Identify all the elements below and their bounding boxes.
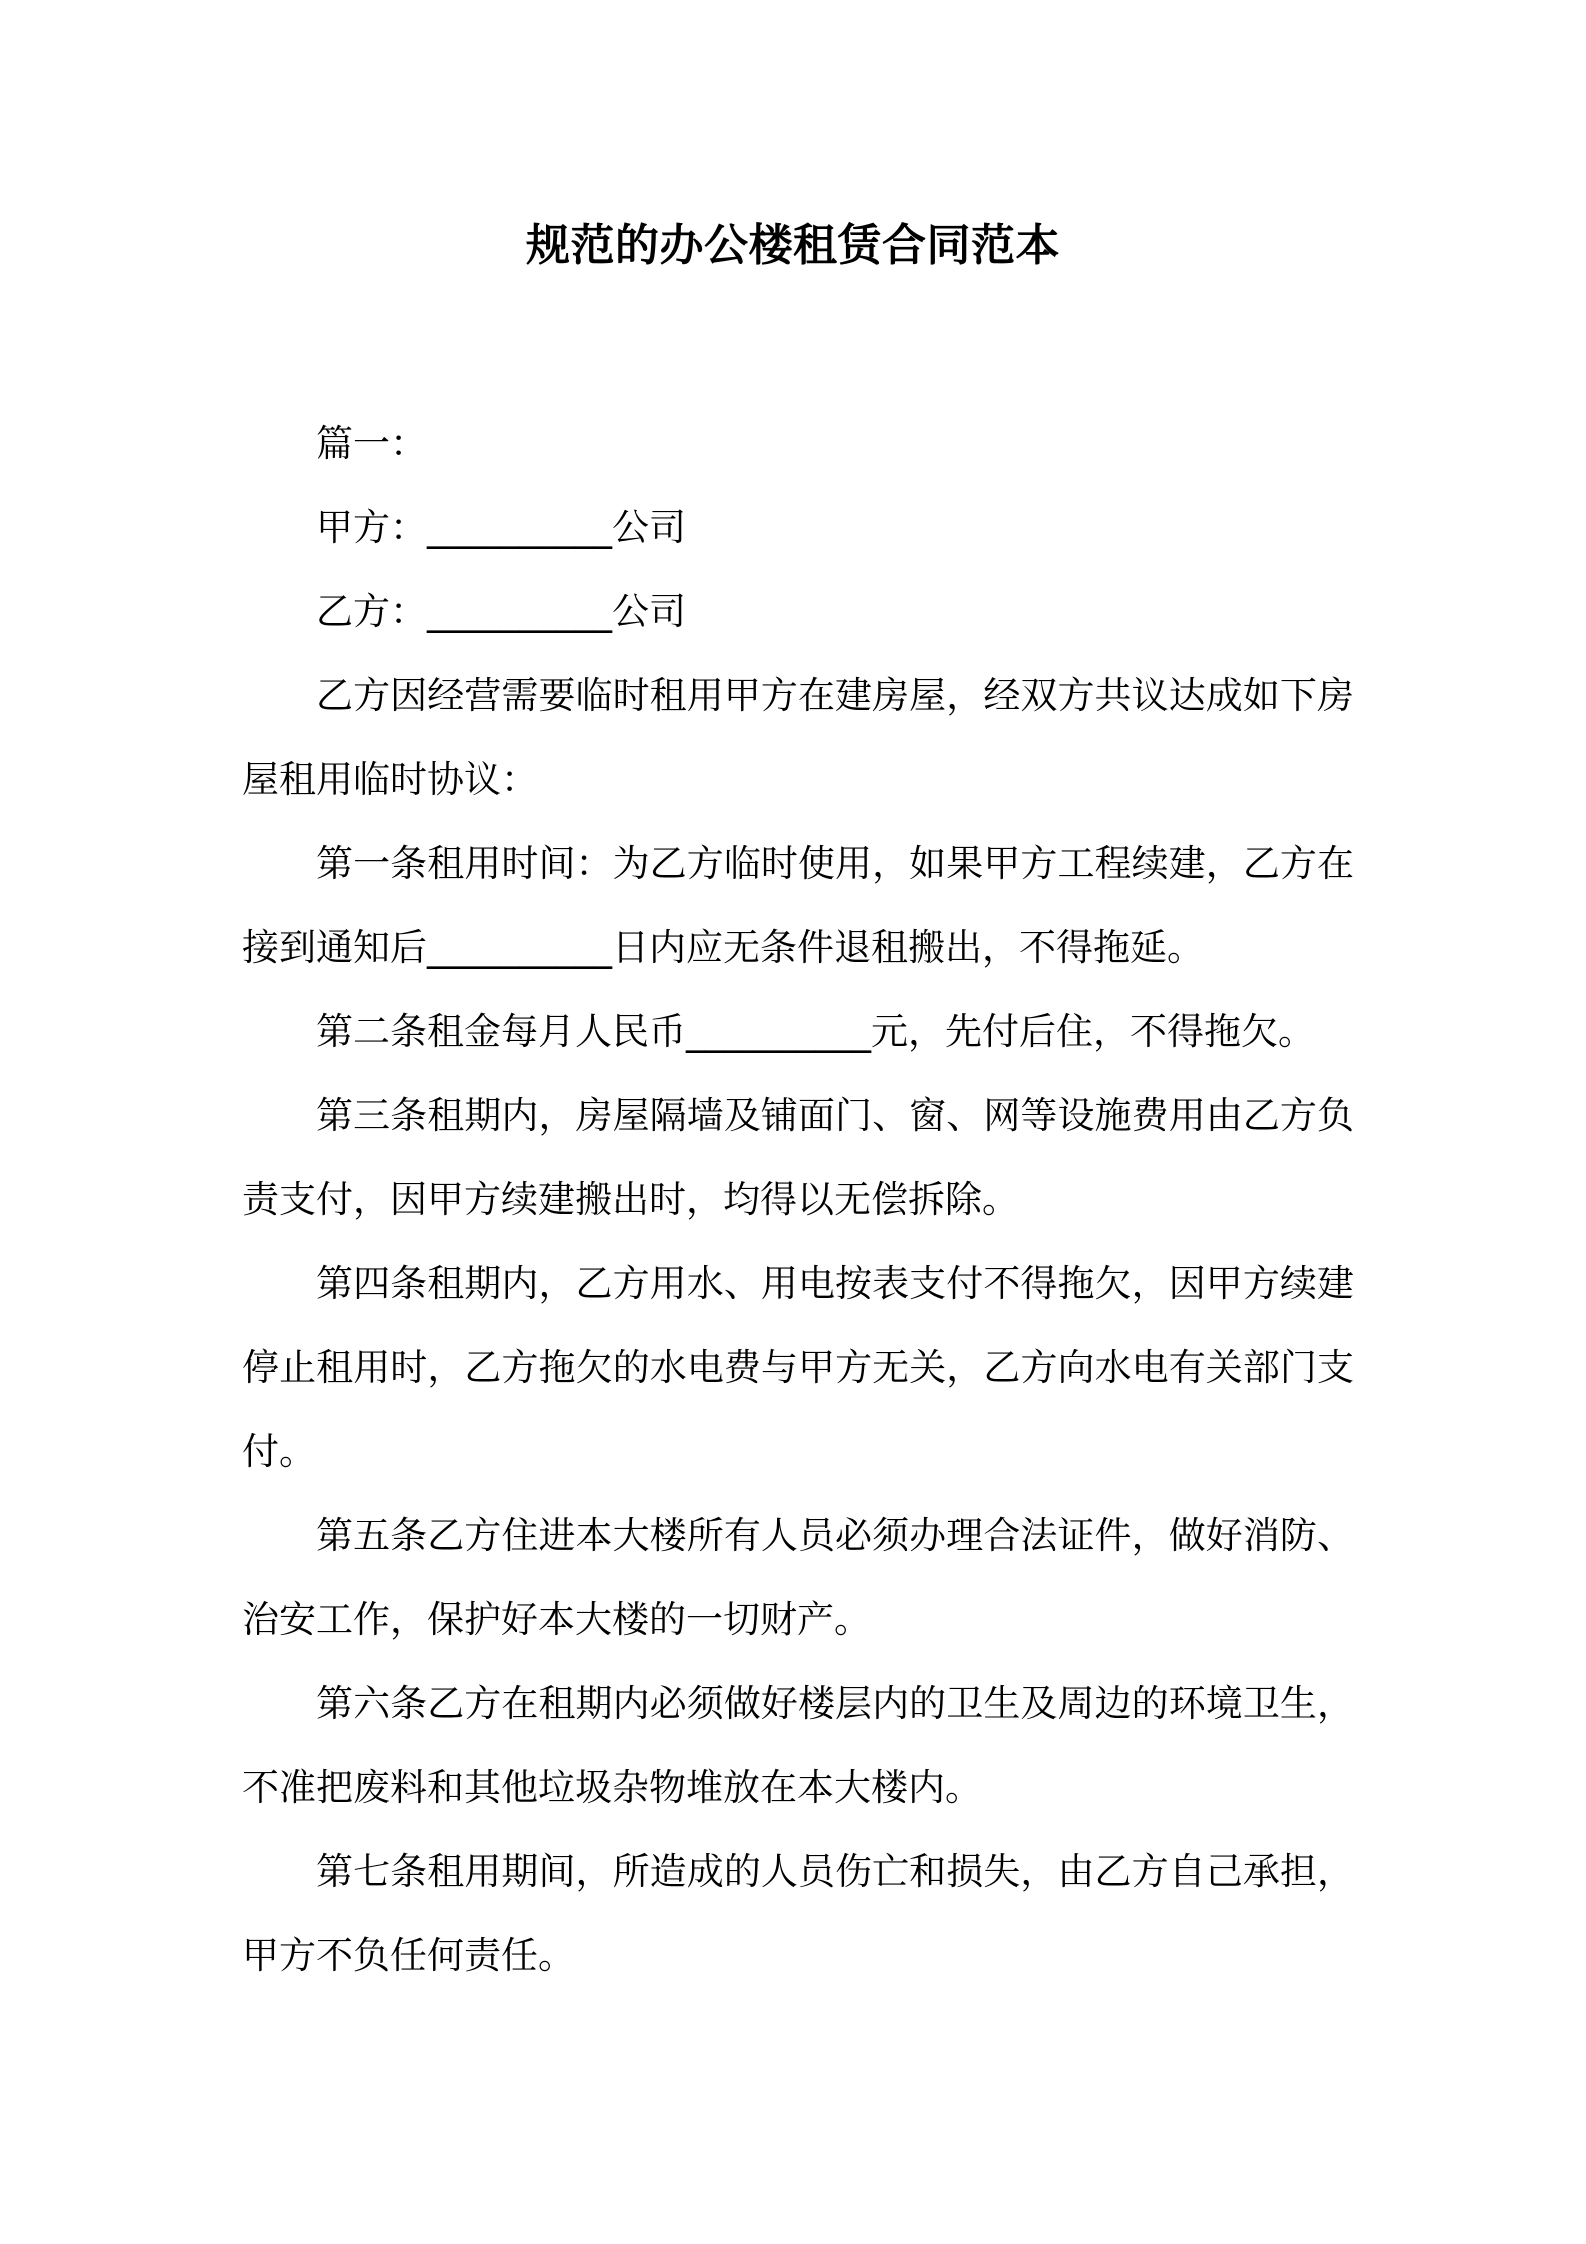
clause-1: 第一条租用时间：为乙方临时使用，如果甲方工程续建，乙方在接到通知后__________日内应无条件退租搬出，不得拖延。 bbox=[242, 842, 1354, 969]
clause-7: 第七条租用期间，所造成的人员伤亡和损失，由乙方自己承担，甲方不负任何责任。 bbox=[242, 1850, 1354, 1977]
party-a-line: 甲方：__________公司 bbox=[316, 506, 686, 549]
clause-4: 第四条租期内，乙方用水、用电按表支付不得拖欠，因甲方续建停止租用时，乙方拖欠的水电费与甲方无关，乙方向水电有关部门支付。 bbox=[242, 1262, 1354, 1473]
clause-3: 第三条租期内，房屋隔墙及铺面门、窗、网等设施费用由乙方负责支付，因甲方续建搬出时，均得以无偿拆除。 bbox=[242, 1094, 1354, 1221]
section-heading: 篇一： bbox=[316, 422, 427, 465]
preamble-paragraph: 乙方因经营需要临时租用甲方在建房屋，经双方共议达成如下房屋租用临时协议： bbox=[242, 674, 1354, 801]
document-title: 规范的办公楼租赁合同范本 bbox=[526, 220, 1060, 271]
document-body bbox=[242, 402, 1354, 1998]
clause-2: 第二条租金每月人民币__________元，先付后住，不得拖欠。 bbox=[316, 1010, 1315, 1053]
clause-6: 第六条乙方在租期内必须做好楼层内的卫生及周边的环境卫生，不准把废料和其他垃圾杂物堆放在本大楼内。 bbox=[242, 1682, 1354, 1809]
clause-5: 第五条乙方住进本大楼所有人员必须办理合法证件，做好消防、治安工作，保护好本大楼的一切财产。 bbox=[242, 1514, 1354, 1641]
party-b-line: 乙方：__________公司 bbox=[316, 590, 686, 633]
